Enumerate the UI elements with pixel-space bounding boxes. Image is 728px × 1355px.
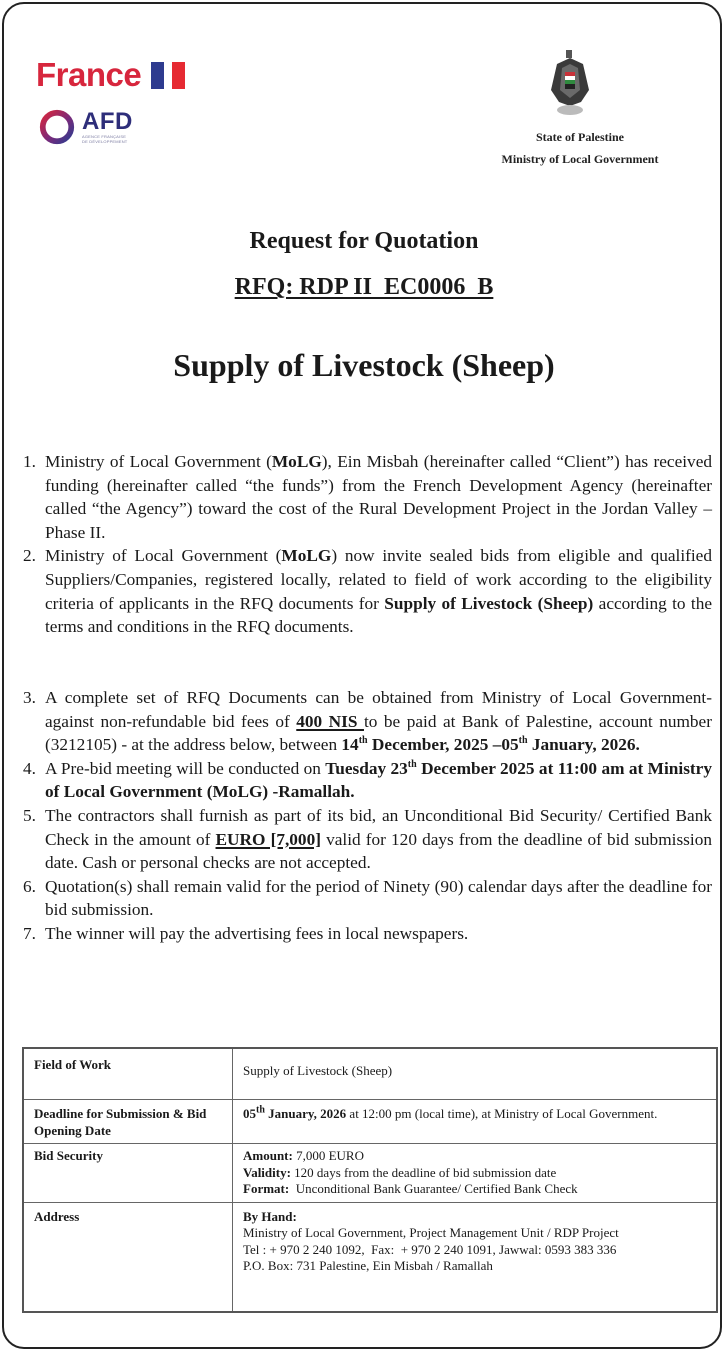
text-run: The contractors shall furnish as part of its bid, an Unconditional Bid Security/ Certified Bank Check in the amount of <box>45 805 712 849</box>
table-value-line <box>243 1209 708 1226</box>
text-run: A complete set of RFQ Documents can be obtained from Ministry of Local Government- against non-refundable bid fees of <box>45 688 712 731</box>
table-label: Address <box>23 1202 233 1312</box>
table-value <box>233 1202 718 1312</box>
text-run: Quotation(s) shall remain valid for the period of Ninety (90) calendar days after the deadline for bid submission. <box>45 876 712 920</box>
list-number: 1. <box>23 452 36 471</box>
table-value-line <box>243 1063 708 1080</box>
table-value-line <box>243 1165 708 1182</box>
table-value <box>233 1048 718 1100</box>
table-label: Deadline for Submission & Bid Opening Date <box>23 1100 233 1144</box>
french-flag-icon <box>151 62 185 89</box>
list-item-3 <box>16 686 712 757</box>
ministry-header <box>480 126 680 170</box>
text-run: Unconditional Bank Guarantee/ Certified Bank Check <box>289 1181 578 1196</box>
numbered-list-b <box>16 686 712 946</box>
table-row <box>23 1048 717 1100</box>
afd-ring-icon <box>38 108 76 146</box>
list-number: 6. <box>23 876 36 896</box>
text-run: th <box>358 735 368 747</box>
state-of-palestine: State of Palestine <box>536 130 624 144</box>
list-item-text <box>45 804 712 875</box>
text-run: Tuesday 23 <box>325 758 408 778</box>
text-run: th <box>407 759 417 771</box>
table-value-line <box>243 1258 708 1275</box>
list-item-text <box>45 450 712 544</box>
afd-subtitle-2: DE DÉVELOPPEMENT <box>82 139 128 144</box>
text-run: December 2025 at 11:00 am at Ministry of Local Government (MoLG) -Ramallah. <box>45 758 712 802</box>
text-run: 120 days from the deadline of bid submission date <box>290 1164 557 1180</box>
text-run: ) now invite sealed bids from eligible and qualified Suppliers/Companies, registered locally, related to field of work according to the eligibility criteria of applicants in the RFQ documents for <box>45 546 712 613</box>
table-row <box>23 1144 717 1203</box>
text-run: 400 NIS <box>296 711 364 731</box>
text-run: December, 2025 –05 <box>367 735 519 755</box>
table-label: Bid Security <box>23 1144 233 1203</box>
document-title: Request for Quotation <box>249 228 479 254</box>
text-run: Ministry of Local Government ( <box>45 546 282 566</box>
text-run: Validity: <box>243 1164 291 1180</box>
table-label: Field of Work <box>23 1048 233 1100</box>
text-run: By Hand: <box>243 1208 297 1224</box>
list-item-1 <box>16 450 712 544</box>
list-item-text <box>45 544 712 638</box>
list-item-7 <box>16 922 712 946</box>
list-item-2 <box>16 544 712 638</box>
table-value-line <box>243 1148 708 1165</box>
text-run: Supply of Livestock (Sheep) <box>243 1063 393 1078</box>
table-value-line <box>243 1225 708 1242</box>
numbered-list-a <box>16 450 712 639</box>
table-value <box>233 1100 718 1144</box>
text-run: th <box>518 735 528 747</box>
text-run: Ministry of Local Government, Project Management Unit / RDP Project <box>243 1225 619 1240</box>
list-item-text <box>45 875 712 922</box>
rfq-number <box>0 274 728 301</box>
text-run: according to the terms and conditions in the RFQ documents. <box>45 593 713 637</box>
text-run: A Pre-bid meeting will be conducted on <box>45 758 326 778</box>
list-item-4 <box>16 757 712 804</box>
text-run: 05 <box>243 1106 256 1121</box>
text-run: Ministry of Local Government ( <box>45 452 272 471</box>
rfq-summary-table <box>22 1047 718 1313</box>
text-run: The winner will pay the advertising fees in local newspapers. <box>45 923 469 943</box>
text-run: 7,000 EURO <box>292 1148 364 1163</box>
france-wordmark: France <box>36 56 142 93</box>
table-value <box>233 1144 718 1203</box>
text-run: EURO [7,000] <box>215 829 321 849</box>
text-run: MoLG <box>271 452 322 471</box>
afd-wordmark: AFD <box>82 108 133 135</box>
text-run: ), Ein Misbah (hereinafter called “Client”) has received funding (hereinafter called “the funds”) from the French Development Agency (hereinafter called “the Agency”) toward the cost of the Rural Development Project in the Jordan Valley – Phase II. <box>45 452 713 542</box>
list-number: 2. <box>23 546 36 566</box>
table-value-line <box>243 1242 708 1259</box>
text-run: P.O. Box: 731 Palestine, Ein Misbah / Ramallah <box>243 1258 493 1273</box>
text-run: valid for 120 days from the deadline of bid submission date. Cash or personal checks are not accepted. <box>45 829 712 873</box>
text-run: MoLG <box>281 546 332 566</box>
text-run: January, 2026 <box>264 1106 347 1121</box>
table-value-line <box>243 1106 708 1123</box>
list-item-text <box>45 686 712 757</box>
text-run: January, 2026. <box>527 735 640 755</box>
ministry-name: Ministry of Local Government <box>501 152 659 166</box>
table-value-line <box>243 1181 708 1198</box>
list-item-6 <box>16 875 712 922</box>
list-number: 7. <box>23 923 36 943</box>
text-run: to be paid at Bank of Palestine, account number (3212105) - at the address below, between <box>45 711 712 755</box>
list-item-5 <box>16 804 712 875</box>
afd-logo <box>38 108 133 146</box>
rfq-subject: Supply of Livestock (Sheep) <box>173 347 555 383</box>
list-item-text <box>45 757 712 804</box>
list-number: 5. <box>23 805 36 825</box>
text-run: Format: <box>243 1181 290 1196</box>
palestine-eagle-emblem-icon <box>547 50 593 118</box>
table-row <box>23 1202 717 1312</box>
table-row <box>23 1100 717 1144</box>
list-number: 3. <box>23 688 36 707</box>
text-run: 14 <box>341 735 359 755</box>
afd-subtitle-1: AGENCE FRANÇAISE <box>82 134 127 139</box>
text-run: Supply of Livestock (Sheep) <box>384 593 594 613</box>
text-run: at 12:00 pm (local time), at Ministry of Local Government. <box>346 1106 658 1121</box>
list-item-text <box>45 922 712 946</box>
text-run: Amount: <box>243 1148 293 1163</box>
text-run: Tel : + 970 2 240 1092, Fax: + 970 2 240 1091, Jawwal: 0593 383 336 <box>243 1241 617 1257</box>
rfq-number-text: RFQ: RDP II EC0006 B <box>234 274 494 300</box>
list-number: 4. <box>23 758 36 778</box>
text-run: th <box>256 1104 265 1116</box>
france-logo <box>36 56 185 94</box>
